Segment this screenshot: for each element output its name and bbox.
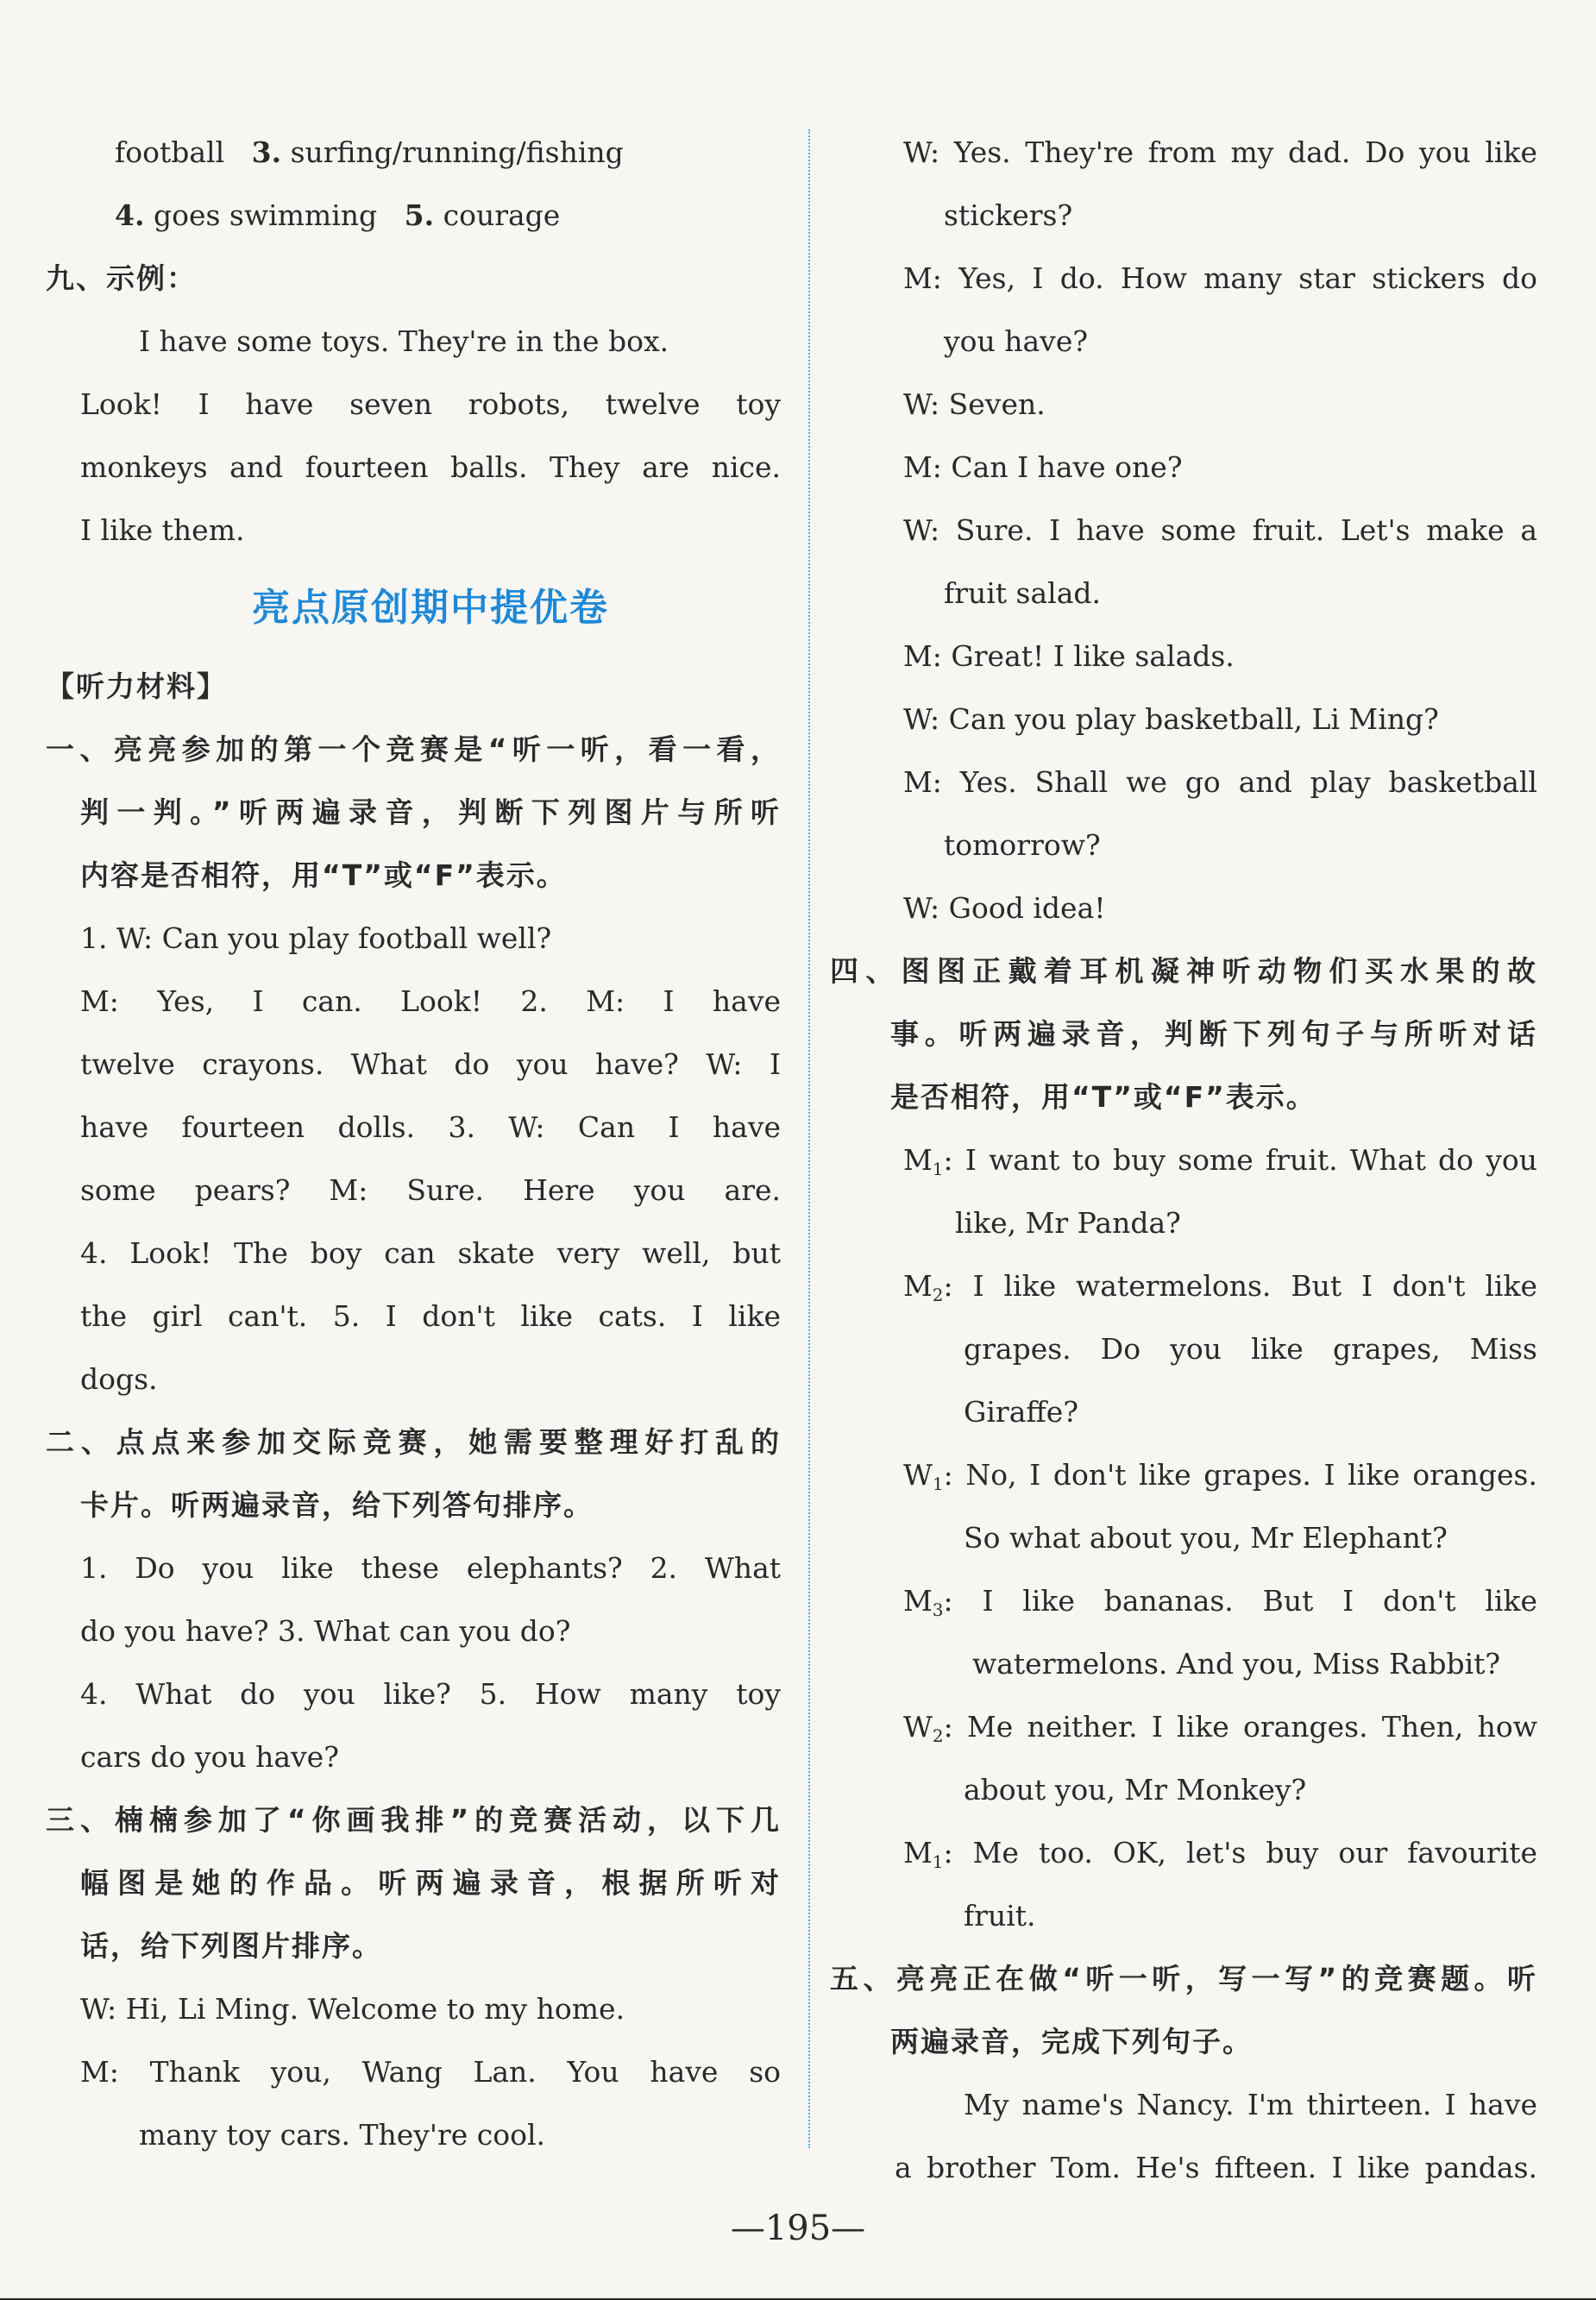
- script-line: 4. Look! The boy can skate very well, but: [80, 1236, 781, 1270]
- sample-text: I have some toys. They're in the box.: [139, 324, 669, 358]
- script-line: about you, Mr Monkey?: [964, 1773, 1307, 1807]
- script-line: 1. Do you like these elephants? 2. What: [80, 1551, 781, 1585]
- script-line: watermelons. And you, Miss Rabbit?: [972, 1647, 1501, 1681]
- script-line: tomorrow?: [944, 828, 1101, 862]
- section-heading: 一、亮亮参加的第一个竞赛是“听一听，看一看，: [46, 732, 781, 766]
- script-line: cars do you have?: [80, 1740, 339, 1774]
- passage-line: My name's Nancy. I'm thirteen. I have: [964, 2088, 1537, 2121]
- script-line: W: Good idea!: [903, 891, 1106, 925]
- section-heading: 是否相符，用“T”或“F”表示。: [890, 1080, 1316, 1114]
- script-line: you have?: [944, 324, 1089, 358]
- answer-line: 4. goes swimming 5. courage: [115, 198, 561, 232]
- script-line: 1. W: Can you play football well?: [80, 921, 552, 955]
- script-line: have fourteen dolls. 3. W: Can I have: [80, 1110, 781, 1144]
- page-number: —195—: [730, 2209, 866, 2248]
- script-line: stickers?: [944, 198, 1073, 232]
- script-line: $M_1$: I want to buy some fruit. What do you: [903, 1143, 1537, 1179]
- script-line: like, Mr Panda?: [955, 1206, 1181, 1240]
- sample-text: I like them.: [80, 513, 245, 547]
- section-heading: 内容是否相符，用“T”或“F”表示。: [80, 858, 567, 892]
- script-line: do you have? 3. What can you do?: [80, 1614, 571, 1648]
- sample-text: monkeys and fourteen balls. They are nice.: [80, 450, 781, 484]
- section-heading: 事。听两遍录音，判断下列句子与所听对话: [890, 1017, 1537, 1051]
- script-line: many toy cars. They're cool.: [139, 2118, 546, 2152]
- script-line: 4. What do you like? 5. How many toy: [80, 1677, 781, 1711]
- script-line: grapes. Do you like grapes, Miss: [964, 1332, 1537, 1366]
- script-line: $M_3$: I like bananas. But I don't like: [903, 1584, 1537, 1620]
- section-heading: 三、楠楠参加了“你画我排”的竞赛活动，以下几: [46, 1803, 781, 1837]
- script-line: Giraffe?: [964, 1395, 1079, 1429]
- script-line: So what about you, Mr Elephant?: [964, 1521, 1448, 1555]
- listening-heading: 【听力材料】: [46, 669, 227, 703]
- script-line: M: Can I have one?: [903, 450, 1183, 484]
- section-heading: 判一判。”听两遍录音，判断下列图片与所听: [80, 795, 781, 829]
- section-heading: 幅图是她的作品。听两遍录音，根据所听对: [80, 1866, 781, 1900]
- script-line: the girl can't. 5. I don't like cats. I like: [80, 1299, 781, 1333]
- script-line: twelve crayons. What do you have? W: I: [80, 1047, 781, 1081]
- script-line: fruit salad.: [944, 576, 1101, 610]
- right-column: [830, 121, 1537, 2199]
- script-line: W: Sure. I have some fruit. Let's make a: [903, 513, 1537, 547]
- answer-line: football 3. surfing/running/fishing: [115, 135, 624, 169]
- script-line: W: Seven.: [903, 387, 1046, 421]
- left-column: [46, 121, 781, 2166]
- section-heading: 五、亮亮正在做“听一听，写一写”的竞赛题。听: [830, 1962, 1537, 1995]
- script-line: $M_1$: Me too. OK, let's buy our favourite: [903, 1836, 1537, 1872]
- script-line: W: Hi, Li Ming. Welcome to my home.: [80, 1992, 625, 2026]
- script-line: M: Yes. Shall we go and play basketball: [903, 765, 1537, 799]
- exam-title: 亮点原创期中提优卷: [252, 586, 609, 630]
- script-line: M: Great! I like salads.: [903, 639, 1235, 673]
- script-line: $M_2$: I like watermelons. But I don't like: [903, 1269, 1537, 1305]
- script-line: M: Yes, I can. Look! 2. M: I have: [80, 984, 781, 1018]
- script-line: W: Yes. They're from my dad. Do you like: [903, 135, 1537, 169]
- section-heading: 卡片。听两遍录音，给下列答句排序。: [80, 1488, 594, 1522]
- script-line: some pears? M: Sure. Here you are.: [80, 1173, 781, 1207]
- script-line: dogs.: [80, 1362, 158, 1396]
- section-heading: 两遍录音，完成下列句子。: [890, 2025, 1253, 2058]
- sample-text: Look! I have seven robots, twelve toy: [80, 387, 781, 421]
- column-divider: [808, 129, 810, 2148]
- section-heading: 二、点点来参加交际竞赛，她需要整理好打乱的: [46, 1425, 781, 1459]
- script-line: fruit.: [964, 1899, 1036, 1932]
- script-line: M: Yes, I do. How many star stickers do: [903, 261, 1537, 295]
- section-heading: 九、示例：: [46, 261, 197, 295]
- script-line: M: Thank you, Wang Lan. You have so: [80, 2055, 781, 2089]
- section-heading: 四、图图正戴着耳机凝神听动物们买水果的故: [830, 954, 1537, 988]
- script-line: W: Can you play basketball, Li Ming?: [903, 702, 1439, 736]
- section-heading: 话，给下列图片排序。: [80, 1929, 382, 1963]
- script-line: $W_1$: No, I don't like grapes. I like oranges.: [903, 1458, 1537, 1494]
- passage-line: a brother Tom. He's fifteen. I like pandas.: [895, 2151, 1537, 2184]
- script-line: $W_2$: Me neither. I like oranges. Then, how: [903, 1710, 1537, 1746]
